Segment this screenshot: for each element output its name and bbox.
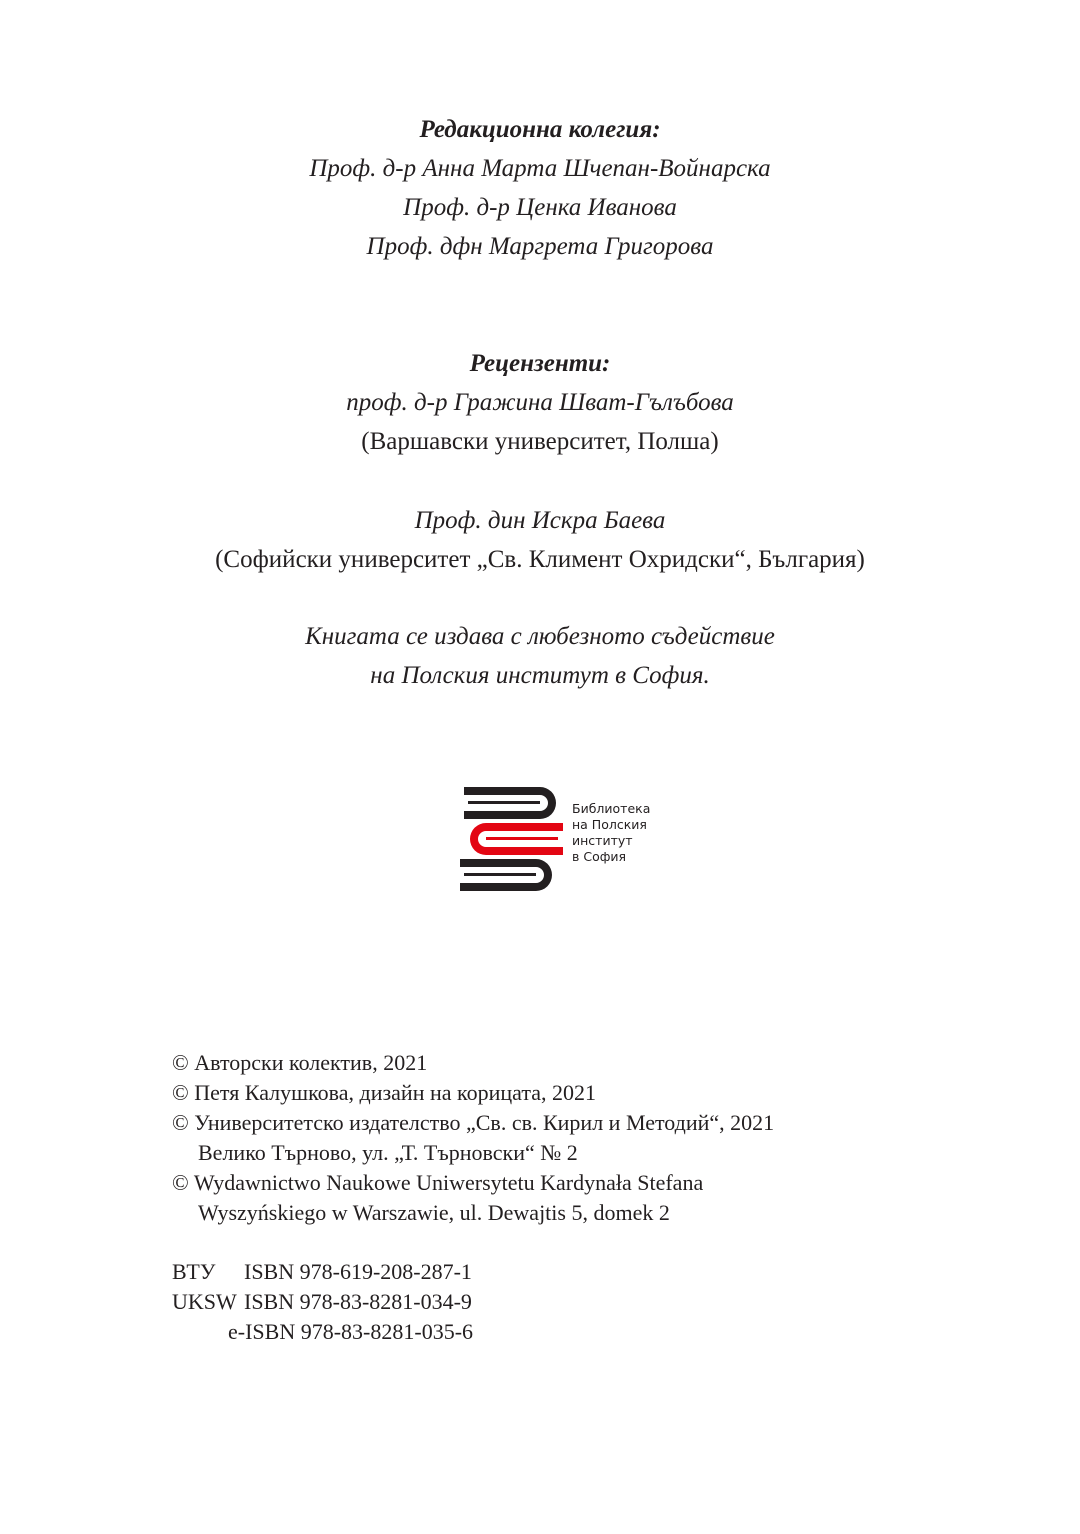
isbn-publisher: UKSW xyxy=(172,1289,237,1314)
logo-text-line: Библиотека xyxy=(572,801,651,816)
reviewer-name: Проф. дин Искра Баева xyxy=(414,507,666,534)
books-stack-icon xyxy=(458,785,568,895)
logo-text-line: институт xyxy=(572,833,633,848)
reviewers xyxy=(0,344,1080,461)
copyright-line: © Петя Калушкова, дизайн на корицата, 2021 xyxy=(172,1080,596,1105)
support-note-line: на Полския институт в София. xyxy=(370,662,710,689)
logo-text xyxy=(572,801,650,865)
reviewer-name: проф. д-р Гражина Шват-Гълъбова xyxy=(346,389,734,416)
reviewer-second xyxy=(0,501,1080,579)
support-note xyxy=(0,617,1080,695)
isbn-row xyxy=(172,1257,473,1287)
isbn-row xyxy=(172,1287,473,1317)
editorial-member: Проф. дфн Маргрета Григорова xyxy=(366,233,714,260)
isbn-block xyxy=(172,1257,473,1347)
isbn-number: ISBN 978-83-8281-034-9 xyxy=(244,1289,472,1314)
isbn-number: ISBN 978-619-208-287-1 xyxy=(244,1259,472,1284)
copyright-line: © Авторски колектив, 2021 xyxy=(172,1050,428,1075)
copyright-block xyxy=(172,1048,774,1228)
reviewer-affiliation: (Варшавски университет, Полша) xyxy=(361,428,719,455)
copyright-line: Велико Търново, ул. „Т. Търновски“ № 2 xyxy=(198,1140,578,1165)
editorial-board xyxy=(0,110,1080,266)
isbn-publisher: ВТУ xyxy=(172,1259,216,1284)
logo-text-line: на Полския xyxy=(572,817,647,832)
isbn-number: e-ISBN 978-83-8281-035-6 xyxy=(228,1319,474,1344)
editorial-member: Проф. д-р Анна Марта Шчепан-Войнарска xyxy=(309,155,771,182)
polish-institute-library-logo xyxy=(458,785,658,895)
copyright-line: © Wydawnictwo Naukowe Uniwersytetu Kardynała Stefana xyxy=(172,1170,704,1195)
copyright-line: © Университетско издателство „Св. св. Кирил и Методий“, 2021 xyxy=(172,1110,775,1135)
isbn-row xyxy=(172,1317,473,1347)
logo-text-line: в София xyxy=(572,849,627,864)
reviewers-heading: Рецензенти: xyxy=(469,350,611,377)
editorial-member: Проф. д-р Ценка Иванова xyxy=(403,194,677,221)
editorial-board-heading: Редакционна колегия: xyxy=(419,116,661,143)
support-note-line: Книгата се издава с любезното съдействие xyxy=(305,623,775,650)
reviewer-affiliation: (Софийски университет „Св. Климент Охридски“, България) xyxy=(215,546,865,573)
copyright-line: Wyszyńskiego w Warszawie, ul. Dewajtis 5, domek 2 xyxy=(198,1200,670,1225)
